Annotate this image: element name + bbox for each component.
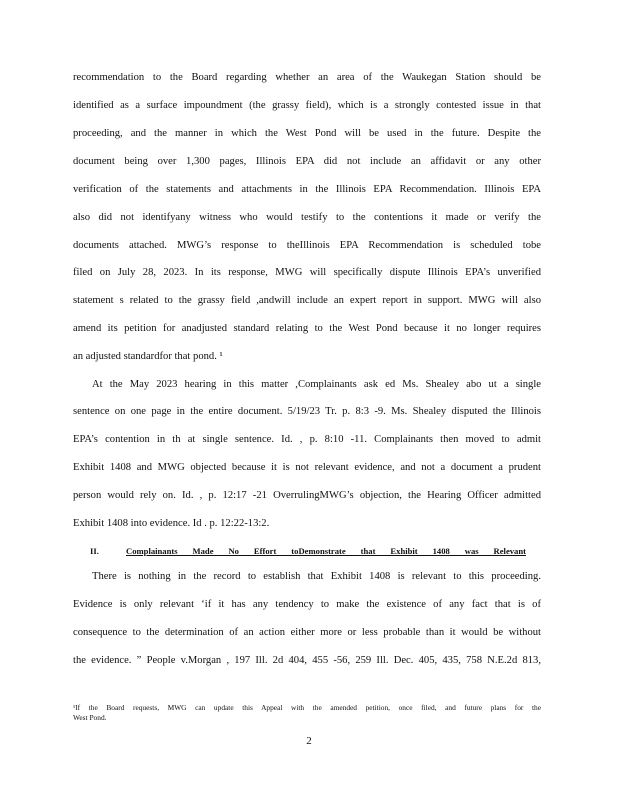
- text-line: sentence on one page in the entire document. 5/19/23 Tr. p. 8:3 -9. Ms. Shealey disputed the Illinois: [73, 406, 541, 417]
- text-line: Exhibit 1408 into evidence. Id . p. 12:22-13:2.: [73, 518, 270, 529]
- text-line: Evidence is only relevant ‘if it has any tendency to make the existence of any fact that is of: [73, 599, 541, 610]
- text-line: identified as a surface impoundment (the grassy field), which is a strongly contested issue in that: [73, 100, 541, 111]
- section-title: Complainants Made No Effort toDemonstrate that Exhibit 1408 was Relevant: [126, 546, 526, 556]
- text-line: recommendation to the Board regarding whether an area of the Waukegan Station should be: [73, 72, 541, 83]
- text-line: document being over 1,300 pages, Illinois EPA did not include an affidavit or any other: [73, 156, 541, 167]
- text-line: verification of the statements and attachments in the Illinois EPA Recommendation. Illinois EPA: [73, 184, 541, 195]
- text-line: Exhibit 1408 and MWG objected because it is not relevant evidence, and not a document a prudent: [73, 462, 541, 473]
- text-line: filed on July 28, 2023. In its response, MWG will specifically dispute Illinois EPA’s unverified: [73, 267, 541, 278]
- text-line: consequence to the determination of an action either more or less probable than it would be without: [73, 627, 541, 638]
- text-line: proceeding, and the manner in which the West Pond will be used in the future. Despite the: [73, 128, 541, 139]
- text-line: person would rely on. Id. , p. 12:17 -21 OverrulingMWG’s objection, the Hearing Officer admitted: [73, 490, 541, 501]
- footnote-line: West Pond.: [73, 713, 107, 722]
- page-number: 2: [306, 735, 312, 747]
- text-line: At the May 2023 hearing in this matter ,Complainants ask ed Ms. Shealey abo ut a single: [92, 379, 541, 390]
- text-line: EPA’s contention in th at single sentence. Id. , p. 8:10 -11. Complainants then moved to admit: [73, 434, 541, 445]
- section-heading: [90, 546, 526, 556]
- section-number: II.: [90, 546, 99, 556]
- text-line: amend its petition for anadjusted standard relating to the West Pond because it no longer requires: [73, 323, 541, 334]
- text-line: There is nothing in the record to establish that Exhibit 1408 is relevant to this proceeding.: [92, 571, 541, 582]
- text-line: an adjusted standardfor that pond. ¹: [73, 351, 223, 362]
- text-line: statement s related to the grassy field ,andwill include an expert report in support. MWG will also: [73, 295, 541, 306]
- footnote-line: ¹If the Board requests, MWG can update this Appeal with the amended petition, once filed, and future plans for the: [73, 703, 541, 712]
- text-line: the evidence. ” People v.Morgan , 197 Ill. 2d 404, 455 -56, 259 Ill. Dec. 405, 435, 758 N.E.2d 813,: [73, 655, 541, 666]
- text-line: documents attached. MWG’s response to theIllinois EPA Recommendation is scheduled tobe: [73, 240, 541, 251]
- text-line: also did not identifyany witness who would testify to the contentions it made or verify the: [73, 212, 541, 223]
